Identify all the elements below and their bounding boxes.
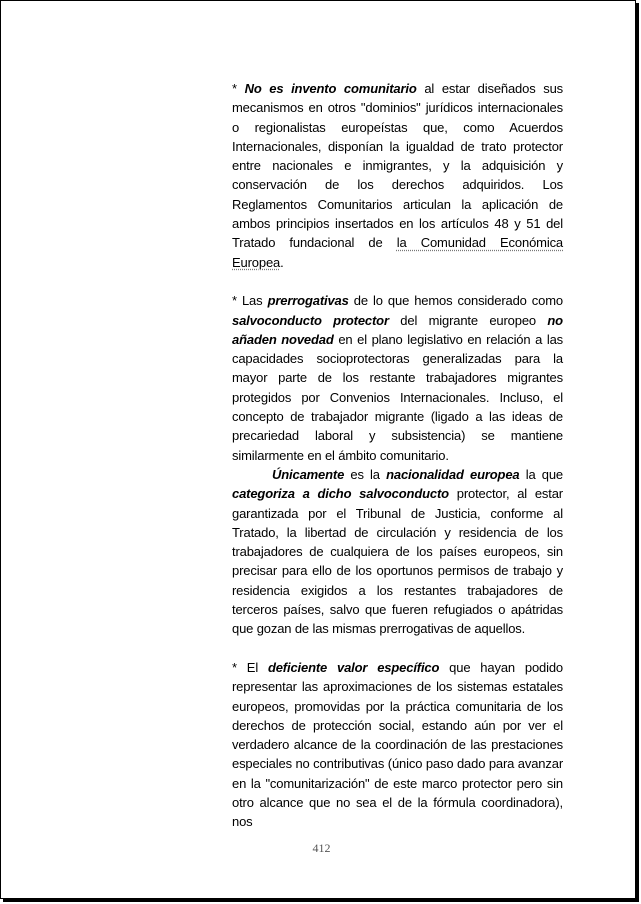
paragraph-2-text-a: * Las bbox=[232, 293, 268, 309]
paragraph-1-text: al estar diseñados sus mecanismos en otros "dominios" jurídicos internacionales o regionalistas europeístas que, como Acuerdos Internacionales, disponían la igualdad de trato protector entre nacionales e inmigrantes, y la adquisición y conservación de los derechos adquiridos. Los Reglamentos Comunitarios articulan la aplicación de ambos principios insertados en los artículos 48 y 51 del Tratado fundacional de bbox=[232, 81, 564, 251]
paragraph-1 bbox=[232, 79, 563, 272]
paragraph-2-text-c: del migrante europeo bbox=[388, 312, 548, 328]
emphasis-salvoconducto: salvoconducto protector bbox=[232, 312, 389, 328]
paragraph-1-end: . bbox=[280, 254, 284, 270]
body-text bbox=[232, 79, 563, 832]
underlined-phrase: la Comunidad Económica Europea bbox=[232, 235, 563, 270]
paragraph-3-text-b: la que bbox=[519, 466, 564, 482]
emphasis-no-anaden: no añaden novedad bbox=[232, 312, 563, 347]
paragraph-4 bbox=[232, 658, 563, 832]
emphasis-nacionalidad: nacionalidad europea bbox=[386, 466, 520, 482]
bullet: * bbox=[232, 81, 245, 96]
emphasis-prerrogativas: prerrogativas bbox=[267, 293, 349, 309]
paragraph-3-text-a: es la bbox=[344, 466, 387, 482]
emphasis-invento: No es invento comunitario bbox=[244, 81, 417, 96]
paragraph-3 bbox=[232, 465, 563, 639]
page-number: 412 bbox=[312, 841, 331, 855]
paragraph-2-text-b: de lo que hemos considerado como bbox=[348, 293, 563, 309]
emphasis-categoriza: categoriza a dicho salvoconducto bbox=[232, 486, 449, 502]
paragraph-2-text-d: en el plano legislativo en relación a las capacidades socioprotectoras generalizadas para la mayor parte de los restante trabajadores migrantes protegidos por Convenios Internacionales. Incluso, el concepto de trabajador migrante (ligado a las ideas de precariedad laboral y subsistencia) se mantiene similarmente en el ámbito comunitario. bbox=[232, 331, 564, 463]
emphasis-deficiente: deficiente valor específico bbox=[267, 659, 440, 675]
emphasis-unicamente: Únicamente bbox=[272, 466, 345, 482]
paragraph-4-text-a: * El bbox=[232, 659, 268, 675]
paragraph-3-text-c: protector, al estar garantizada por el Tribunal de Justicia, conforme al Tratado, la libertad de circulación y residencia de los trabajadores de cualquiera de los países europeos, sin precisar para ello de los oportunos permisos de trabajo y residencia exigidos a los restantes trabajadores de terceros países, salvo que fueren refugiados o apátridas que gozan de las mismas prerrogativas de aquellos. bbox=[232, 486, 563, 637]
paragraph-4-text-b: que hayan podido representar las aproximaciones de los sistemas estatales europeos, promovidas por la práctica comunitaria de los derechos de protección social, estando aún por ver el verdadero alcance de la coordinación de las prestaciones especiales no contributivas (único paso dado para avanzar en la "comunitarización" de este marco protector pero sin otro alcance que no sea el de la fórmula coordinadora), nos bbox=[232, 659, 563, 830]
paragraph-2 bbox=[232, 291, 563, 465]
